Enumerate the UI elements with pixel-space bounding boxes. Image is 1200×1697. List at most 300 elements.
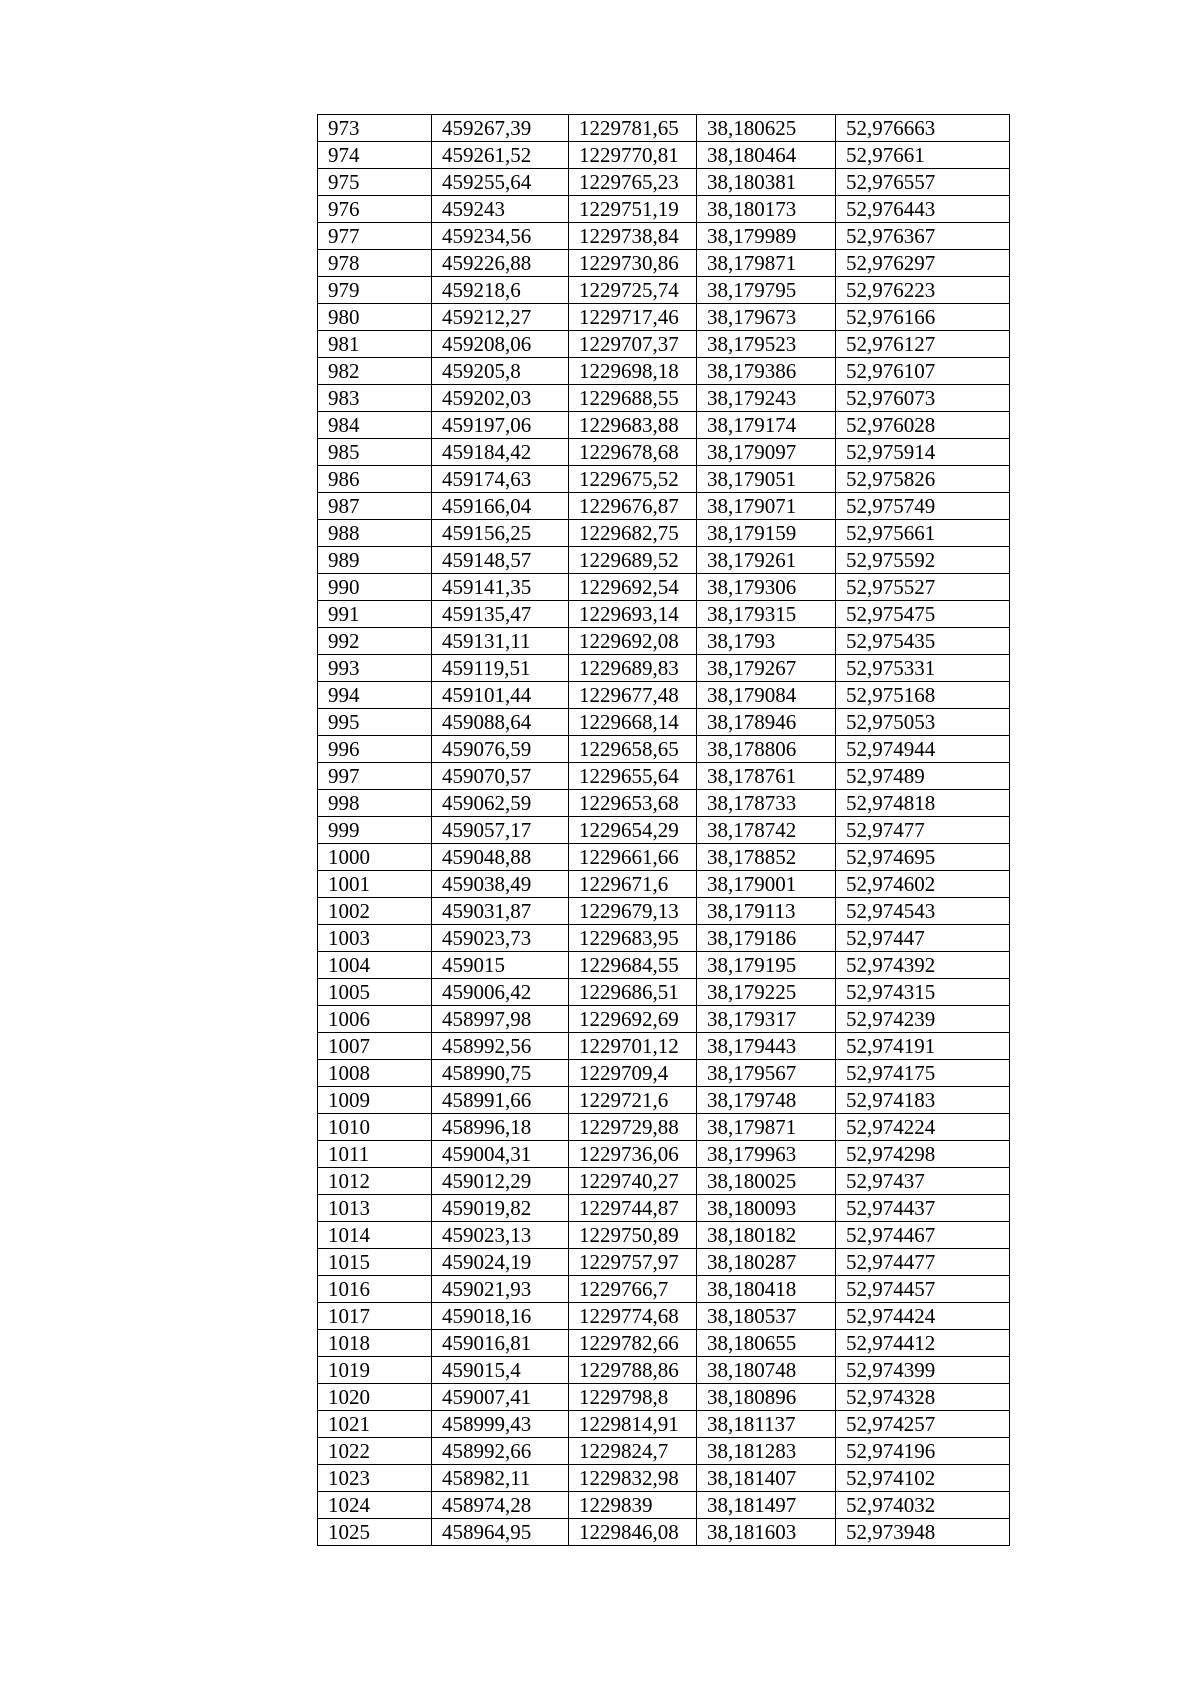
- latitude-cell: 52,974437: [836, 1195, 1010, 1222]
- latitude-cell: 52,976028: [836, 412, 1010, 439]
- point-number-cell: 1024: [318, 1492, 432, 1519]
- x-coordinate-cell: 459021,93: [432, 1276, 569, 1303]
- table-row: [318, 790, 1010, 817]
- longitude-cell: 38,179567: [697, 1060, 836, 1087]
- latitude-cell: 52,975592: [836, 547, 1010, 574]
- point-number-cell: 1014: [318, 1222, 432, 1249]
- table-row: [318, 520, 1010, 547]
- point-number-cell: 982: [318, 358, 432, 385]
- table-row: [318, 817, 1010, 844]
- longitude-cell: 38,179317: [697, 1006, 836, 1033]
- x-coordinate-cell: 459141,35: [432, 574, 569, 601]
- y-coordinate-cell: 1229693,14: [569, 601, 697, 628]
- latitude-cell: 52,974818: [836, 790, 1010, 817]
- latitude-cell: 52,974328: [836, 1384, 1010, 1411]
- latitude-cell: 52,976367: [836, 223, 1010, 250]
- table-row: [318, 493, 1010, 520]
- latitude-cell: 52,975527: [836, 574, 1010, 601]
- latitude-cell: 52,97437: [836, 1168, 1010, 1195]
- point-number-cell: 977: [318, 223, 432, 250]
- latitude-cell: 52,973948: [836, 1519, 1010, 1546]
- y-coordinate-cell: 1229824,7: [569, 1438, 697, 1465]
- point-number-cell: 994: [318, 682, 432, 709]
- longitude-cell: 38,179386: [697, 358, 836, 385]
- y-coordinate-cell: 1229744,87: [569, 1195, 697, 1222]
- table-row: [318, 925, 1010, 952]
- point-number-cell: 988: [318, 520, 432, 547]
- y-coordinate-cell: 1229689,52: [569, 547, 697, 574]
- table-row: [318, 169, 1010, 196]
- point-number-cell: 986: [318, 466, 432, 493]
- table-row: [318, 331, 1010, 358]
- table-row: [318, 682, 1010, 709]
- longitude-cell: 38,180287: [697, 1249, 836, 1276]
- x-coordinate-cell: 459023,13: [432, 1222, 569, 1249]
- table-row: [318, 142, 1010, 169]
- y-coordinate-cell: 1229683,88: [569, 412, 697, 439]
- y-coordinate-cell: 1229679,13: [569, 898, 697, 925]
- latitude-cell: 52,976223: [836, 277, 1010, 304]
- point-number-cell: 973: [318, 115, 432, 142]
- y-coordinate-cell: 1229688,55: [569, 385, 697, 412]
- latitude-cell: 52,974695: [836, 844, 1010, 871]
- longitude-cell: 38,179267: [697, 655, 836, 682]
- latitude-cell: 52,975475: [836, 601, 1010, 628]
- x-coordinate-cell: 459076,59: [432, 736, 569, 763]
- table-row: [318, 115, 1010, 142]
- x-coordinate-cell: 459234,56: [432, 223, 569, 250]
- longitude-cell: 38,180464: [697, 142, 836, 169]
- x-coordinate-cell: 459202,03: [432, 385, 569, 412]
- x-coordinate-cell: 458992,66: [432, 1438, 569, 1465]
- table-row: [318, 1438, 1010, 1465]
- longitude-cell: 38,179084: [697, 682, 836, 709]
- latitude-cell: 52,974412: [836, 1330, 1010, 1357]
- latitude-cell: 52,974257: [836, 1411, 1010, 1438]
- latitude-cell: 52,974239: [836, 1006, 1010, 1033]
- table-row: [318, 1249, 1010, 1276]
- y-coordinate-cell: 1229846,08: [569, 1519, 697, 1546]
- y-coordinate-cell: 1229751,19: [569, 196, 697, 223]
- table-row: [318, 844, 1010, 871]
- longitude-cell: 38,180381: [697, 169, 836, 196]
- table-row: [318, 1168, 1010, 1195]
- point-number-cell: 985: [318, 439, 432, 466]
- point-number-cell: 996: [318, 736, 432, 763]
- table-row: [318, 1060, 1010, 1087]
- x-coordinate-cell: 459018,16: [432, 1303, 569, 1330]
- longitude-cell: 38,178946: [697, 709, 836, 736]
- point-number-cell: 984: [318, 412, 432, 439]
- y-coordinate-cell: 1229677,48: [569, 682, 697, 709]
- latitude-cell: 52,974315: [836, 979, 1010, 1006]
- x-coordinate-cell: 458982,11: [432, 1465, 569, 1492]
- latitude-cell: 52,974224: [836, 1114, 1010, 1141]
- point-number-cell: 995: [318, 709, 432, 736]
- y-coordinate-cell: 1229738,84: [569, 223, 697, 250]
- longitude-cell: 38,178852: [697, 844, 836, 871]
- table-row: [318, 1276, 1010, 1303]
- table-row: [318, 1357, 1010, 1384]
- point-number-cell: 1010: [318, 1114, 432, 1141]
- point-number-cell: 987: [318, 493, 432, 520]
- longitude-cell: 38,180182: [697, 1222, 836, 1249]
- x-coordinate-cell: 459062,59: [432, 790, 569, 817]
- longitude-cell: 38,179186: [697, 925, 836, 952]
- point-number-cell: 1025: [318, 1519, 432, 1546]
- x-coordinate-cell: 459101,44: [432, 682, 569, 709]
- table-row: [318, 1465, 1010, 1492]
- table-row: [318, 196, 1010, 223]
- longitude-cell: 38,179306: [697, 574, 836, 601]
- x-coordinate-cell: 459243: [432, 196, 569, 223]
- longitude-cell: 38,179795: [697, 277, 836, 304]
- x-coordinate-cell: 459184,42: [432, 439, 569, 466]
- latitude-cell: 52,975826: [836, 466, 1010, 493]
- y-coordinate-cell: 1229757,97: [569, 1249, 697, 1276]
- longitude-cell: 38,179071: [697, 493, 836, 520]
- point-number-cell: 1023: [318, 1465, 432, 1492]
- table-row: [318, 358, 1010, 385]
- longitude-cell: 38,181283: [697, 1438, 836, 1465]
- x-coordinate-cell: 459208,06: [432, 331, 569, 358]
- longitude-cell: 38,179097: [697, 439, 836, 466]
- y-coordinate-cell: 1229684,55: [569, 952, 697, 979]
- latitude-cell: 52,974032: [836, 1492, 1010, 1519]
- x-coordinate-cell: 458997,98: [432, 1006, 569, 1033]
- x-coordinate-cell: 459012,29: [432, 1168, 569, 1195]
- y-coordinate-cell: 1229782,66: [569, 1330, 697, 1357]
- y-coordinate-cell: 1229692,69: [569, 1006, 697, 1033]
- table-row: [318, 1492, 1010, 1519]
- table-row: [318, 1519, 1010, 1546]
- point-number-cell: 974: [318, 142, 432, 169]
- longitude-cell: 38,179871: [697, 1114, 836, 1141]
- latitude-cell: 52,974196: [836, 1438, 1010, 1465]
- point-number-cell: 1007: [318, 1033, 432, 1060]
- table-row: [318, 736, 1010, 763]
- x-coordinate-cell: 459088,64: [432, 709, 569, 736]
- x-coordinate-cell: 459024,19: [432, 1249, 569, 1276]
- y-coordinate-cell: 1229671,6: [569, 871, 697, 898]
- x-coordinate-cell: 459135,47: [432, 601, 569, 628]
- y-coordinate-cell: 1229774,68: [569, 1303, 697, 1330]
- point-number-cell: 1018: [318, 1330, 432, 1357]
- x-coordinate-cell: 459226,88: [432, 250, 569, 277]
- point-number-cell: 979: [318, 277, 432, 304]
- y-coordinate-cell: 1229658,65: [569, 736, 697, 763]
- latitude-cell: 52,976166: [836, 304, 1010, 331]
- longitude-cell: 38,179225: [697, 979, 836, 1006]
- y-coordinate-cell: 1229683,95: [569, 925, 697, 952]
- point-number-cell: 989: [318, 547, 432, 574]
- table-row: [318, 1033, 1010, 1060]
- table-row: [318, 1114, 1010, 1141]
- table-row: [318, 1303, 1010, 1330]
- table-row: [318, 628, 1010, 655]
- coordinates-table: [317, 114, 1010, 1546]
- latitude-cell: 52,976443: [836, 196, 1010, 223]
- longitude-cell: 38,180537: [697, 1303, 836, 1330]
- point-number-cell: 1006: [318, 1006, 432, 1033]
- x-coordinate-cell: 459007,41: [432, 1384, 569, 1411]
- x-coordinate-cell: 458992,56: [432, 1033, 569, 1060]
- longitude-cell: 38,179174: [697, 412, 836, 439]
- point-number-cell: 999: [318, 817, 432, 844]
- point-number-cell: 978: [318, 250, 432, 277]
- x-coordinate-cell: 459015: [432, 952, 569, 979]
- y-coordinate-cell: 1229781,65: [569, 115, 697, 142]
- longitude-cell: 38,181603: [697, 1519, 836, 1546]
- y-coordinate-cell: 1229701,12: [569, 1033, 697, 1060]
- x-coordinate-cell: 459156,25: [432, 520, 569, 547]
- x-coordinate-cell: 459166,04: [432, 493, 569, 520]
- point-number-cell: 1001: [318, 871, 432, 898]
- y-coordinate-cell: 1229678,68: [569, 439, 697, 466]
- x-coordinate-cell: 459174,63: [432, 466, 569, 493]
- y-coordinate-cell: 1229661,66: [569, 844, 697, 871]
- y-coordinate-cell: 1229676,87: [569, 493, 697, 520]
- table-row: [318, 709, 1010, 736]
- x-coordinate-cell: 458999,43: [432, 1411, 569, 1438]
- longitude-cell: 38,181137: [697, 1411, 836, 1438]
- y-coordinate-cell: 1229686,51: [569, 979, 697, 1006]
- x-coordinate-cell: 458996,18: [432, 1114, 569, 1141]
- table-row: [318, 601, 1010, 628]
- x-coordinate-cell: 459004,31: [432, 1141, 569, 1168]
- x-coordinate-cell: 459261,52: [432, 142, 569, 169]
- point-number-cell: 993: [318, 655, 432, 682]
- latitude-cell: 52,974457: [836, 1276, 1010, 1303]
- longitude-cell: 38,179159: [697, 520, 836, 547]
- latitude-cell: 52,97477: [836, 817, 1010, 844]
- y-coordinate-cell: 1229675,52: [569, 466, 697, 493]
- point-number-cell: 1002: [318, 898, 432, 925]
- table-row: [318, 952, 1010, 979]
- x-coordinate-cell: 458964,95: [432, 1519, 569, 1546]
- point-number-cell: 980: [318, 304, 432, 331]
- longitude-cell: 38,179113: [697, 898, 836, 925]
- latitude-cell: 52,975661: [836, 520, 1010, 547]
- x-coordinate-cell: 459212,27: [432, 304, 569, 331]
- point-number-cell: 1016: [318, 1276, 432, 1303]
- x-coordinate-cell: 459015,4: [432, 1357, 569, 1384]
- table-row: [318, 1087, 1010, 1114]
- point-number-cell: 991: [318, 601, 432, 628]
- y-coordinate-cell: 1229766,7: [569, 1276, 697, 1303]
- x-coordinate-cell: 459197,06: [432, 412, 569, 439]
- y-coordinate-cell: 1229682,75: [569, 520, 697, 547]
- y-coordinate-cell: 1229709,4: [569, 1060, 697, 1087]
- latitude-cell: 52,974183: [836, 1087, 1010, 1114]
- latitude-cell: 52,976663: [836, 115, 1010, 142]
- point-number-cell: 1011: [318, 1141, 432, 1168]
- latitude-cell: 52,975749: [836, 493, 1010, 520]
- x-coordinate-cell: 459218,6: [432, 277, 569, 304]
- y-coordinate-cell: 1229698,18: [569, 358, 697, 385]
- longitude-cell: 38,180173: [697, 196, 836, 223]
- latitude-cell: 52,97489: [836, 763, 1010, 790]
- point-number-cell: 1008: [318, 1060, 432, 1087]
- x-coordinate-cell: 459038,49: [432, 871, 569, 898]
- longitude-cell: 38,179051: [697, 466, 836, 493]
- x-coordinate-cell: 459205,8: [432, 358, 569, 385]
- latitude-cell: 52,974467: [836, 1222, 1010, 1249]
- point-number-cell: 981: [318, 331, 432, 358]
- y-coordinate-cell: 1229788,86: [569, 1357, 697, 1384]
- point-number-cell: 1012: [318, 1168, 432, 1195]
- y-coordinate-cell: 1229730,86: [569, 250, 697, 277]
- point-number-cell: 997: [318, 763, 432, 790]
- latitude-cell: 52,975914: [836, 439, 1010, 466]
- y-coordinate-cell: 1229740,27: [569, 1168, 697, 1195]
- longitude-cell: 38,179871: [697, 250, 836, 277]
- point-number-cell: 1005: [318, 979, 432, 1006]
- latitude-cell: 52,975168: [836, 682, 1010, 709]
- latitude-cell: 52,974477: [836, 1249, 1010, 1276]
- x-coordinate-cell: 459267,39: [432, 115, 569, 142]
- x-coordinate-cell: 459255,64: [432, 169, 569, 196]
- latitude-cell: 52,97661: [836, 142, 1010, 169]
- y-coordinate-cell: 1229765,23: [569, 169, 697, 196]
- y-coordinate-cell: 1229721,6: [569, 1087, 697, 1114]
- table-row: [318, 277, 1010, 304]
- table-row: [318, 547, 1010, 574]
- longitude-cell: 38,180748: [697, 1357, 836, 1384]
- latitude-cell: 52,974298: [836, 1141, 1010, 1168]
- point-number-cell: 975: [318, 169, 432, 196]
- table-row: [318, 655, 1010, 682]
- table-row: [318, 439, 1010, 466]
- latitude-cell: 52,975053: [836, 709, 1010, 736]
- y-coordinate-cell: 1229707,37: [569, 331, 697, 358]
- x-coordinate-cell: 459031,87: [432, 898, 569, 925]
- longitude-cell: 38,179243: [697, 385, 836, 412]
- longitude-cell: 38,179443: [697, 1033, 836, 1060]
- longitude-cell: 38,1793: [697, 628, 836, 655]
- longitude-cell: 38,179315: [697, 601, 836, 628]
- point-number-cell: 1020: [318, 1384, 432, 1411]
- y-coordinate-cell: 1229692,54: [569, 574, 697, 601]
- table-row: [318, 385, 1010, 412]
- x-coordinate-cell: 459131,11: [432, 628, 569, 655]
- x-coordinate-cell: 459119,51: [432, 655, 569, 682]
- point-number-cell: 976: [318, 196, 432, 223]
- longitude-cell: 38,179748: [697, 1087, 836, 1114]
- point-number-cell: 983: [318, 385, 432, 412]
- table-row: [318, 1141, 1010, 1168]
- y-coordinate-cell: 1229736,06: [569, 1141, 697, 1168]
- point-number-cell: 998: [318, 790, 432, 817]
- longitude-cell: 38,181497: [697, 1492, 836, 1519]
- point-number-cell: 1004: [318, 952, 432, 979]
- longitude-cell: 38,179001: [697, 871, 836, 898]
- y-coordinate-cell: 1229750,89: [569, 1222, 697, 1249]
- latitude-cell: 52,974424: [836, 1303, 1010, 1330]
- latitude-cell: 52,976557: [836, 169, 1010, 196]
- y-coordinate-cell: 1229839: [569, 1492, 697, 1519]
- table-row: [318, 898, 1010, 925]
- latitude-cell: 52,976297: [836, 250, 1010, 277]
- y-coordinate-cell: 1229654,29: [569, 817, 697, 844]
- y-coordinate-cell: 1229655,64: [569, 763, 697, 790]
- point-number-cell: 1022: [318, 1438, 432, 1465]
- table-row: [318, 1006, 1010, 1033]
- x-coordinate-cell: 459006,42: [432, 979, 569, 1006]
- point-number-cell: 992: [318, 628, 432, 655]
- longitude-cell: 38,180655: [697, 1330, 836, 1357]
- x-coordinate-cell: 459148,57: [432, 547, 569, 574]
- point-number-cell: 1021: [318, 1411, 432, 1438]
- y-coordinate-cell: 1229717,46: [569, 304, 697, 331]
- longitude-cell: 38,179963: [697, 1141, 836, 1168]
- longitude-cell: 38,179989: [697, 223, 836, 250]
- x-coordinate-cell: 458990,75: [432, 1060, 569, 1087]
- longitude-cell: 38,180625: [697, 115, 836, 142]
- point-number-cell: 1009: [318, 1087, 432, 1114]
- y-coordinate-cell: 1229725,74: [569, 277, 697, 304]
- point-number-cell: 1013: [318, 1195, 432, 1222]
- x-coordinate-cell: 459016,81: [432, 1330, 569, 1357]
- longitude-cell: 38,180418: [697, 1276, 836, 1303]
- y-coordinate-cell: 1229770,81: [569, 142, 697, 169]
- longitude-cell: 38,179195: [697, 952, 836, 979]
- longitude-cell: 38,178733: [697, 790, 836, 817]
- latitude-cell: 52,975331: [836, 655, 1010, 682]
- point-number-cell: 1003: [318, 925, 432, 952]
- y-coordinate-cell: 1229653,68: [569, 790, 697, 817]
- latitude-cell: 52,97447: [836, 925, 1010, 952]
- longitude-cell: 38,179673: [697, 304, 836, 331]
- y-coordinate-cell: 1229668,14: [569, 709, 697, 736]
- x-coordinate-cell: 459070,57: [432, 763, 569, 790]
- table-row: [318, 574, 1010, 601]
- x-coordinate-cell: 459019,82: [432, 1195, 569, 1222]
- table-row: [318, 763, 1010, 790]
- table-row: [318, 1330, 1010, 1357]
- latitude-cell: 52,974944: [836, 736, 1010, 763]
- longitude-cell: 38,179261: [697, 547, 836, 574]
- longitude-cell: 38,180025: [697, 1168, 836, 1195]
- y-coordinate-cell: 1229689,83: [569, 655, 697, 682]
- longitude-cell: 38,179523: [697, 331, 836, 358]
- longitude-cell: 38,178806: [697, 736, 836, 763]
- latitude-cell: 52,974191: [836, 1033, 1010, 1060]
- latitude-cell: 52,975435: [836, 628, 1010, 655]
- table-row: [318, 871, 1010, 898]
- table-row: [318, 979, 1010, 1006]
- latitude-cell: 52,974102: [836, 1465, 1010, 1492]
- latitude-cell: 52,976127: [836, 331, 1010, 358]
- latitude-cell: 52,974399: [836, 1357, 1010, 1384]
- point-number-cell: 990: [318, 574, 432, 601]
- table-row: [318, 1411, 1010, 1438]
- x-coordinate-cell: 458974,28: [432, 1492, 569, 1519]
- latitude-cell: 52,976073: [836, 385, 1010, 412]
- latitude-cell: 52,976107: [836, 358, 1010, 385]
- table-row: [318, 223, 1010, 250]
- table-row: [318, 1222, 1010, 1249]
- y-coordinate-cell: 1229692,08: [569, 628, 697, 655]
- longitude-cell: 38,178761: [697, 763, 836, 790]
- latitude-cell: 52,974602: [836, 871, 1010, 898]
- table-row: [318, 1195, 1010, 1222]
- y-coordinate-cell: 1229798,8: [569, 1384, 697, 1411]
- point-number-cell: 1000: [318, 844, 432, 871]
- table-row: [318, 304, 1010, 331]
- longitude-cell: 38,181407: [697, 1465, 836, 1492]
- table-row: [318, 1384, 1010, 1411]
